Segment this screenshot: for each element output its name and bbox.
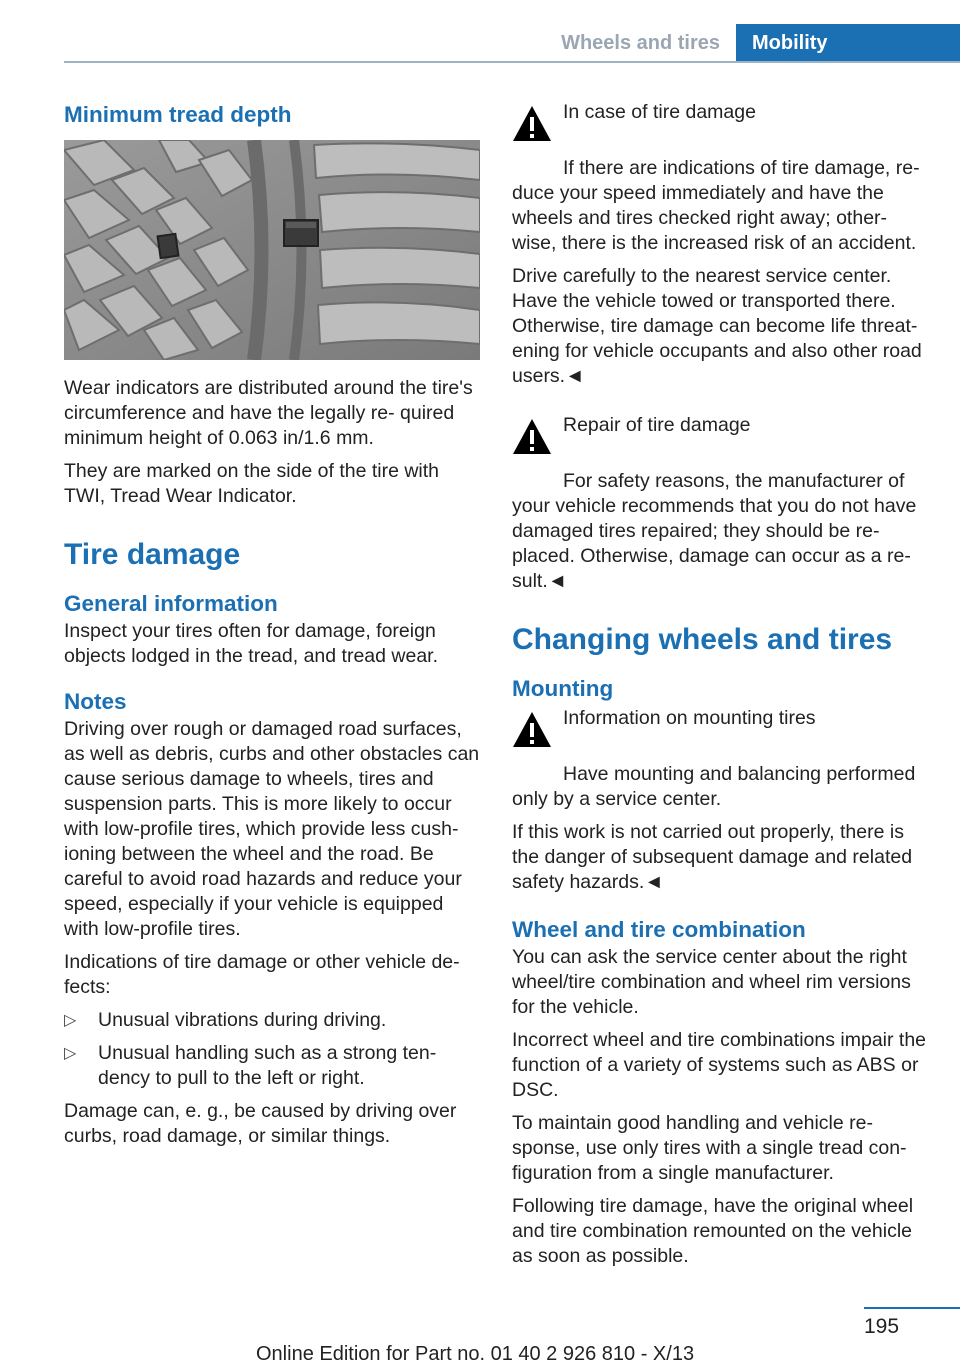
edition-note: Online Edition for Part no. 01 40 2 926 810 - X/13 — [256, 1343, 695, 1365]
paragraph-combination-3: To maintain good handling and vehicle re‐ sponse, use only tires with a single tread con‐ figuration from a single manufacturer. — [512, 1112, 907, 1184]
warning-body: For safety reasons, the manufacturer of your vehicle recommends that you do not have damaged tires repaired; they should be re‐ placed. Otherwise, damage can occur as a re‐ sult.◄ — [512, 470, 917, 592]
paragraph-wear-indicators: Wear indicators are distributed around the tire's circumference and have the legally re‐ quired minimum height of 0.063 in/1.6 mm. — [64, 377, 473, 449]
paragraph-indications: Indications of tire damage or other vehicle de‐ fects: — [64, 951, 460, 998]
triangle-right-icon: ▷ — [64, 1012, 77, 1029]
heading-wheel-and-tire-combination: Wheel and tire combination — [512, 917, 806, 942]
heading-tire-damage: Tire damage — [64, 538, 241, 571]
header-section-tab: Wheels and tires — [561, 32, 720, 54]
paragraph-damage-cause: Damage can, e. g., be caused by driving over curbs, road damage, or similar things. — [64, 1100, 457, 1147]
left-column — [64, 100, 480, 1157]
warning-block-repair — [512, 413, 930, 463]
paragraph-combination-2: Incorrect wheel and tire combinations impair the function of a variety of systems such as ABS or DSC. — [512, 1029, 927, 1101]
triangle-right-icon: ▷ — [64, 1045, 77, 1062]
warning-block-tire-damage — [512, 100, 930, 150]
warning-triangle-icon — [512, 417, 552, 457]
heading-notes: Notes — [64, 689, 127, 714]
paragraph-general-information: Inspect your tires often for damage, foreign objects lodged in the tread, and tread wear. — [64, 620, 439, 667]
heading-general-information: General information — [64, 591, 278, 616]
list-item — [64, 1041, 480, 1091]
paragraph-drive-carefully: Drive carefully to the nearest service center. Have the vehicle towed or transported there. Otherwise, tire damage can become life threat‐ ening for vehicle occupants and also other road users.◄ — [512, 265, 922, 387]
list-item-text: Unusual handling such as a strong ten‐ dency to pull to the left or right. — [98, 1042, 437, 1089]
warning-title: Repair of tire damage — [563, 414, 751, 436]
heading-changing-wheels-and-tires: Changing wheels and tires — [512, 623, 893, 656]
list-item-text: Unusual vibrations during driving. — [98, 1009, 387, 1031]
warning-triangle-icon — [512, 710, 552, 750]
warning-title: Information on mounting tires — [563, 707, 816, 729]
tire-tread-wear-indicator-illustration — [64, 140, 480, 360]
paragraph-combination-1: You can ask the service center about the right wheel/tire combination and wheel rim versions for the vehicle. — [512, 946, 911, 1018]
paragraph-notes: Driving over rough or damaged road surfaces, as well as debris, curbs and other obstacles can cause serious damage to wheels, tires and suspension parts. This is more likely to occur with low-profile tires, which provide less cush‐ ioning between the wheel and the road. Be careful to avoid road hazards and reduce your speed, especially if your vehicle is equipped with low-profile tires. — [64, 718, 480, 940]
paragraph-twi: They are marked on the side of the tire with TWI, Tread Wear Indicator. — [64, 460, 440, 507]
page-number: 195 — [864, 1315, 900, 1338]
heading-minimum-tread-depth: Minimum tread depth — [64, 102, 292, 127]
header-chapter-tab: Mobility — [736, 24, 960, 62]
warning-title: In case of tire damage — [563, 101, 756, 123]
warning-body: Have mounting and balancing performed only by a service center. — [512, 763, 916, 810]
paragraph-not-properly: If this work is not carried out properly, there is the danger of subsequent damage and related safety hazards.◄ — [512, 821, 913, 893]
warning-triangle-icon — [512, 104, 552, 144]
warning-block-mounting — [512, 706, 930, 756]
warning-body: If there are indications of tire damage, re‐ duce your speed immediately and have the wheels and tires checked right away; other‐ wise, there is the increased risk of an accident. — [512, 157, 920, 254]
header-divider — [64, 61, 960, 63]
heading-mounting: Mounting — [512, 676, 614, 701]
paragraph-combination-4: Following tire damage, have the original wheel and tire combination remounted on the vehicle as soon as possible. — [512, 1195, 914, 1267]
right-column — [512, 100, 930, 1277]
list-item — [64, 1008, 480, 1033]
footer-divider — [864, 1307, 960, 1309]
